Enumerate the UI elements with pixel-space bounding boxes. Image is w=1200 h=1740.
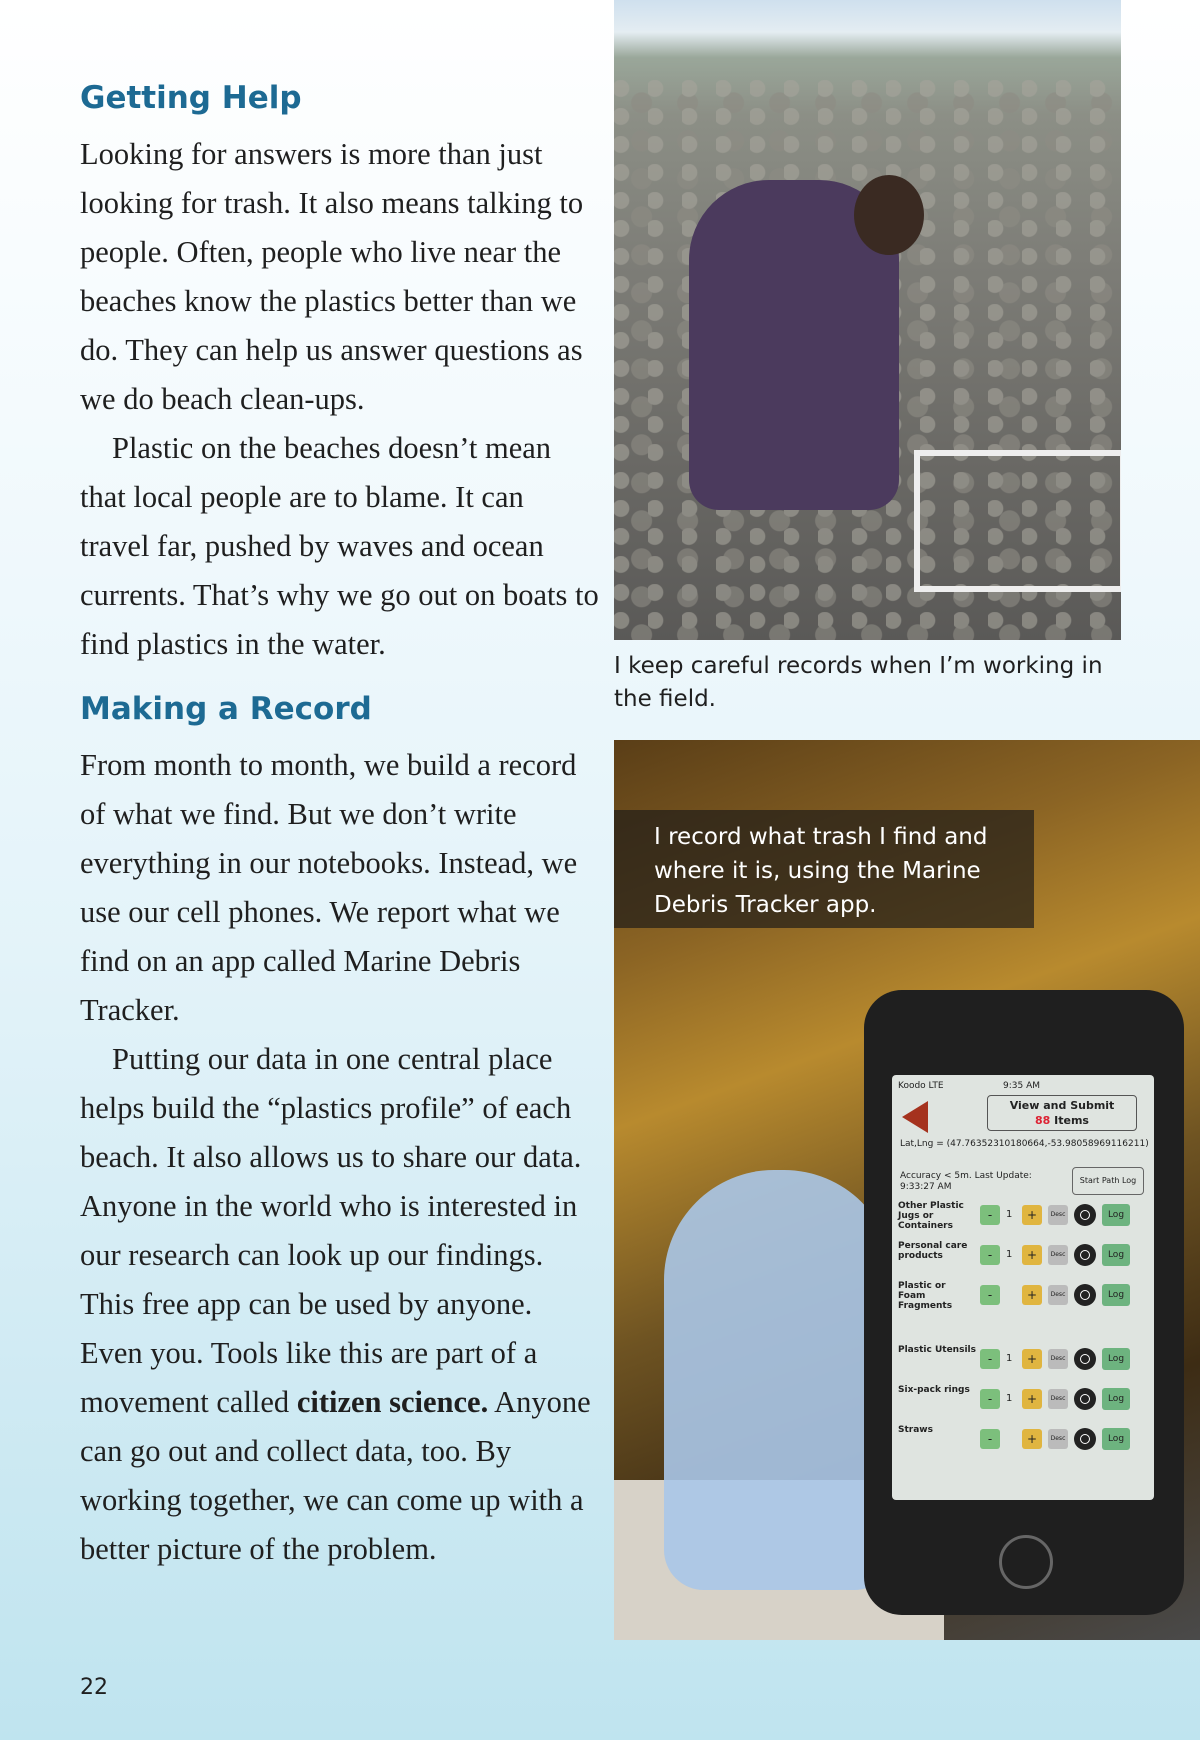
paragraph-2: Plastic on the beaches doesn’t mean that local people are to blame. It can travel far, pushed by waves and ocean currents. That’s why we go out on boats to find plastics in the water. xyxy=(80,431,599,661)
item-name: Plastic or Foam Fragments xyxy=(898,1281,953,1311)
view-submit-button[interactable] xyxy=(987,1095,1137,1131)
log-button[interactable]: Log xyxy=(1102,1348,1130,1370)
item-name: Personal care products xyxy=(898,1241,968,1261)
phone-photo-caption-box xyxy=(614,810,1034,928)
item-name: Straws xyxy=(898,1425,933,1435)
log-button[interactable]: Log xyxy=(1102,1284,1130,1306)
item-row xyxy=(898,1199,1148,1235)
app-screen xyxy=(892,1075,1154,1500)
term-citizen-science: citizen science. xyxy=(296,1385,489,1419)
heading-making-a-record: Making a Record xyxy=(80,691,372,727)
phone-photo-caption: I record what trash I find and where it is, using the Marine Debris Tracker app. xyxy=(654,824,988,918)
beach-photo-caption: I keep careful records when I’m working in the field. xyxy=(614,653,1103,712)
item-row xyxy=(898,1279,1148,1315)
clock: 9:35 AM xyxy=(1003,1081,1040,1091)
paragraph-4 xyxy=(80,1035,600,1574)
items-label: Items xyxy=(1054,1114,1089,1127)
item-quantity: 1 xyxy=(1006,1353,1013,1364)
description-button[interactable]: Desc xyxy=(1048,1205,1068,1225)
minus-button[interactable]: - xyxy=(980,1205,1000,1225)
beach-photo xyxy=(614,0,1121,640)
log-button[interactable]: Log xyxy=(1102,1204,1130,1226)
description-button[interactable]: Desc xyxy=(1048,1245,1068,1265)
plus-button[interactable]: + xyxy=(1022,1349,1042,1369)
item-row xyxy=(898,1383,1148,1419)
description-button[interactable]: Desc xyxy=(1048,1285,1068,1305)
page-number: 22 xyxy=(80,1675,108,1700)
minus-button[interactable]: - xyxy=(980,1429,1000,1449)
item-name: Plastic Utensils xyxy=(898,1345,976,1355)
phone-photo xyxy=(614,740,1200,1640)
item-quantity: 1 xyxy=(1006,1209,1013,1220)
paragraph-4-text: Putting our data in one central place helps build the “plastics profile” of each beach. It also allows us to share our data. Anyone in the world who is interested in our research can look up our findings. This free app can be used by anyone. Even you. Tools like this are part of a movement called xyxy=(80,1042,582,1419)
paragraph-1: Looking for answers is more than just looking for trash. It also means talking to people. Often, people who live near the beaches know the plastics better than we do. They can help us answer questions as we do beach clean-ups. xyxy=(80,137,584,416)
camera-icon[interactable] xyxy=(1074,1244,1096,1266)
log-button[interactable]: Log xyxy=(1102,1428,1130,1450)
description-button[interactable]: Desc xyxy=(1048,1429,1068,1449)
status-bar xyxy=(898,1081,1148,1093)
survey-quadrat-frame xyxy=(914,450,1121,592)
camera-icon[interactable] xyxy=(1074,1204,1096,1226)
minus-button[interactable]: - xyxy=(980,1389,1000,1409)
item-name: Other Plastic Jugs or Containers xyxy=(898,1201,964,1231)
minus-button[interactable]: - xyxy=(980,1349,1000,1369)
plus-button[interactable]: + xyxy=(1022,1245,1042,1265)
item-quantity: 1 xyxy=(1006,1249,1013,1260)
minus-button[interactable]: - xyxy=(980,1245,1000,1265)
item-name: Six-pack rings xyxy=(898,1385,970,1395)
back-arrow-icon[interactable] xyxy=(902,1101,928,1133)
researcher-head xyxy=(854,175,924,255)
item-quantity: 1 xyxy=(1006,1393,1013,1404)
item-row xyxy=(898,1239,1148,1275)
latlng-readout: Lat,Lng = (47.76352310180664,-53.98058969116211) xyxy=(900,1139,1149,1149)
gloved-hand xyxy=(664,1170,894,1590)
item-count-line xyxy=(988,1113,1136,1128)
phone xyxy=(864,990,1184,1615)
paragraph-3: From month to month, we build a record of what we find. But we don’t write everything in our notebooks. Instead, we use our cell phones. We report what we find on an app called Marine Debris Tracker. xyxy=(80,748,578,1027)
heading-getting-help: Getting Help xyxy=(80,80,302,116)
item-count: 88 xyxy=(1035,1114,1051,1127)
description-button[interactable]: Desc xyxy=(1048,1389,1068,1409)
carrier-label: Koodo LTE xyxy=(898,1081,944,1091)
plus-button[interactable]: + xyxy=(1022,1389,1042,1409)
log-button[interactable]: Log xyxy=(1102,1388,1130,1410)
article-column xyxy=(80,70,600,1574)
paragraph-4-text-end: Anyone can go out and collect data, too. By working together, we can come up with a better picture of the problem. xyxy=(80,1385,591,1566)
item-row xyxy=(898,1343,1148,1379)
home-button xyxy=(999,1535,1053,1589)
plus-button[interactable]: + xyxy=(1022,1205,1042,1225)
view-submit-label: View and Submit xyxy=(1009,1099,1115,1112)
accuracy-readout: Accuracy < 5m. Last Update: 9:33:27 AM xyxy=(900,1171,1032,1192)
camera-icon[interactable] xyxy=(1074,1284,1096,1306)
plus-button[interactable]: + xyxy=(1022,1429,1042,1449)
plus-button[interactable]: + xyxy=(1022,1285,1042,1305)
camera-icon[interactable] xyxy=(1074,1428,1096,1450)
start-path-log-button[interactable]: Start Path Log xyxy=(1072,1167,1144,1195)
description-button[interactable]: Desc xyxy=(1048,1349,1068,1369)
minus-button[interactable]: - xyxy=(980,1285,1000,1305)
item-row xyxy=(898,1423,1148,1459)
log-button[interactable]: Log xyxy=(1102,1244,1130,1266)
camera-icon[interactable] xyxy=(1074,1388,1096,1410)
camera-icon[interactable] xyxy=(1074,1348,1096,1370)
